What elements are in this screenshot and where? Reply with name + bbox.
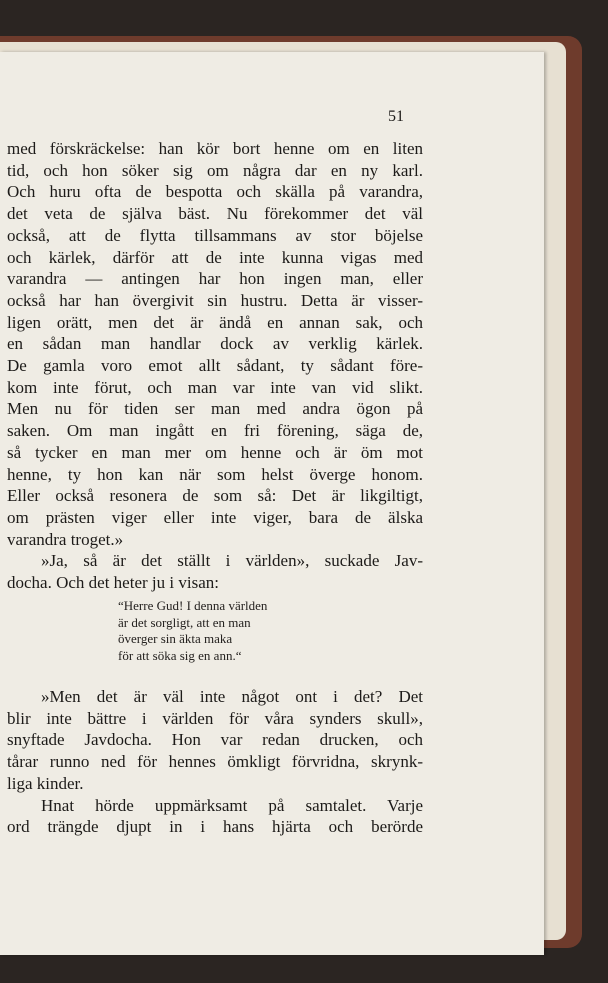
text-line: Hnat hörde uppmärksamt på samtalet. Varje xyxy=(41,795,423,815)
poem-line: för att söka sig en ann.“ xyxy=(118,647,242,663)
body-text-bottom xyxy=(7,686,423,838)
poem-line: överger sin äkta maka xyxy=(118,631,233,646)
poem-line: är det sorgligt, att en man xyxy=(118,614,251,630)
text-line: »Ja, så är det ställt i världen», suckade Jav- xyxy=(41,551,423,571)
text-line: kom inte förut, och man var inte van vid slikt. xyxy=(7,377,423,397)
poem-line: “Herre Gud! I denna världen xyxy=(118,598,268,613)
text-line: »Men det är väl inte något ont i det? Det xyxy=(41,687,423,706)
text-line: Eller också resonera de som så: Det är likgiltigt, xyxy=(7,486,423,506)
text-line: en sådan man handlar dock av verklig kärlek. xyxy=(7,334,423,354)
body-text-top xyxy=(7,138,423,594)
text-line: tårar runno ned för hennes ömkligt förvridna, skrynk- xyxy=(7,752,423,772)
text-line: varandra troget.» xyxy=(7,529,124,549)
text-line: så tycker en man mer om henne och är öm mot xyxy=(7,442,423,462)
page-number: 51 xyxy=(388,108,404,125)
text-line: också, att de flytta tillsammans av stor böjelse xyxy=(7,225,423,245)
text-line: och kärlek, därför att de inte kunna vigas med xyxy=(7,247,423,267)
text-line: liga kinder. xyxy=(7,773,84,793)
text-line: De gamla voro emot allt sådant, ty sådant före- xyxy=(7,356,423,376)
text-line: snyftade Javdocha. Hon var redan drucken, och xyxy=(7,730,423,750)
text-line: tid, och hon söker sig om några dar en ny karl. xyxy=(7,160,423,180)
text-line: det veta de själva bäst. Nu förekommer det väl xyxy=(7,204,423,224)
poem-quote xyxy=(118,598,267,664)
text-line: Och huru ofta de bespotta och skälla på varandra, xyxy=(7,182,423,202)
text-line: saken. Om man ingått en fri förening, säga de, xyxy=(7,421,423,441)
text-line: henne, ty hon kan när som helst överge honom. xyxy=(7,464,423,484)
text-line: Men nu för tiden ser man med andra ögon på xyxy=(7,399,423,419)
text-line: med förskräckelse: han kör bort henne om en liten xyxy=(7,139,423,158)
text-line: ord trängde djupt in i hans hjärta och berörde xyxy=(7,817,423,837)
text-line: docha. Och det heter ju i visan: xyxy=(7,573,219,593)
text-line: också har han övergivit sin hustru. Detta är visser- xyxy=(7,290,423,310)
text-line: ligen orätt, men det är ändå en annan sak, och xyxy=(7,312,423,332)
text-line: blir inte bättre i världen för våra synders skull», xyxy=(7,708,423,728)
text-line: varandra — antingen har hon ingen man, eller xyxy=(7,269,423,289)
text-line: om prästen viger eller inte viger, bara de älska xyxy=(7,507,423,527)
